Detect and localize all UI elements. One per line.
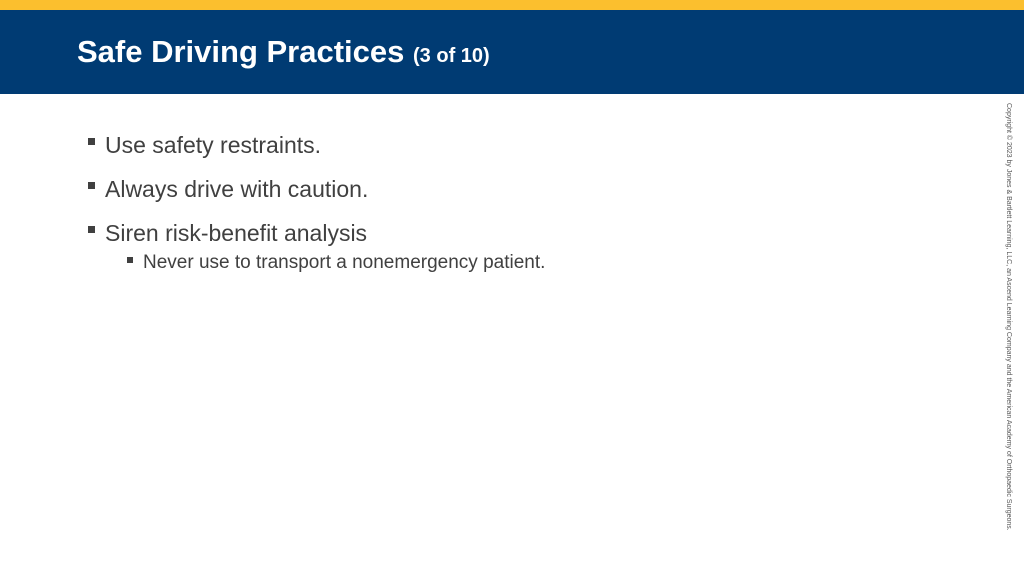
copyright-text: Copyright © 2023 by Jones & Bartlett Learning, LLC, an Ascend Learning Company and the American Academy of Orthopaedic Surgeons.	[1005, 103, 1012, 531]
title-main: Safe Driving Practices	[77, 34, 405, 69]
accent-stripe	[0, 0, 1024, 10]
square-bullet-icon	[88, 138, 95, 145]
bullet-text: Siren risk-benefit analysis	[105, 220, 368, 246]
square-bullet-icon	[88, 226, 95, 233]
page-title	[77, 33, 490, 75]
square-bullet-icon	[127, 257, 133, 263]
square-bullet-icon	[88, 182, 95, 189]
title-banner	[0, 10, 1024, 94]
title-page-count: (3 of 10)	[413, 45, 490, 67]
bullet-text: Always drive with caution.	[105, 176, 369, 202]
bullet-text: Use safety restraints.	[105, 132, 322, 158]
sub-bullet-text: Never use to transport a nonemergency patient.	[143, 252, 546, 273]
